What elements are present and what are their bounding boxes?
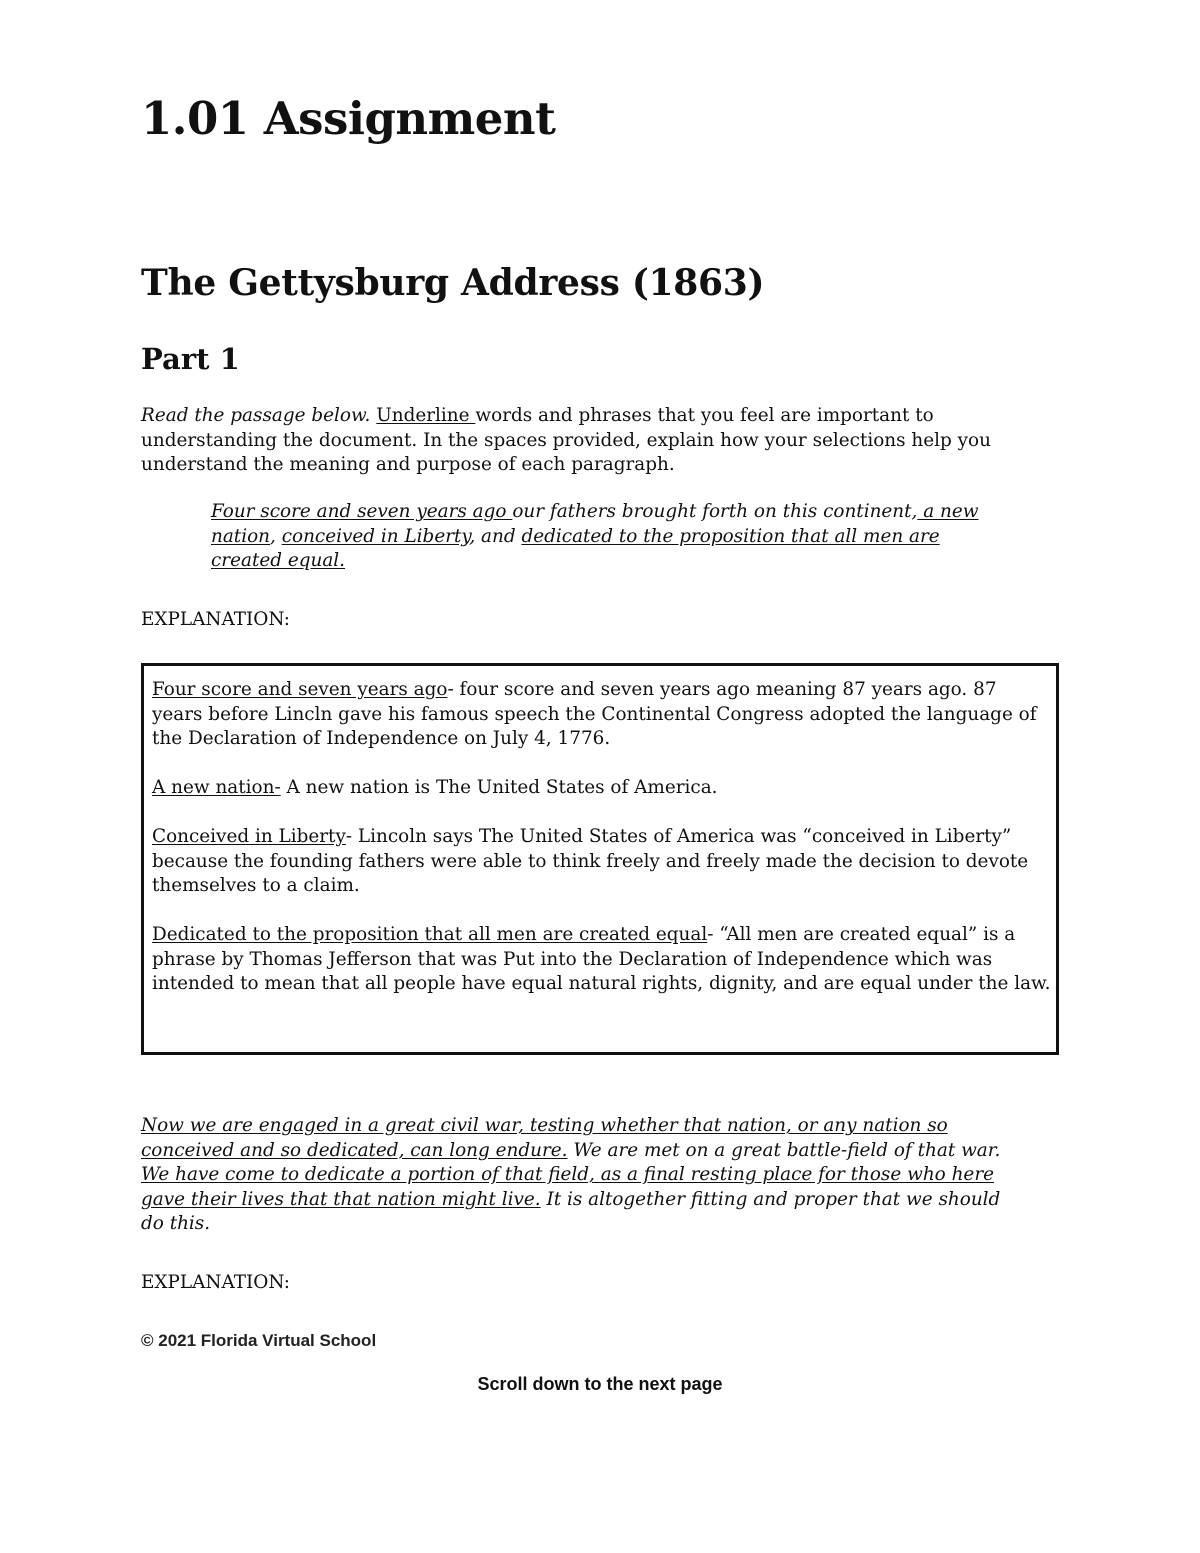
answer-term: Dedicated to the proposition that all men are created equal bbox=[152, 924, 708, 945]
answer-entry bbox=[152, 923, 1052, 997]
answer-term: Four score and seven years ago bbox=[152, 679, 448, 700]
copyright-notice: © 2021 Florida Virtual School bbox=[141, 1331, 377, 1350]
passage-paragraph-2 bbox=[141, 1114, 1001, 1237]
passage-paragraph-1 bbox=[211, 500, 1011, 574]
passage-underline: Now we are engaged in a great civil war, testing whether that nation, or any nation so conceived and so dedicated, can long endure. bbox=[141, 1115, 948, 1161]
answer-entry bbox=[152, 776, 1052, 801]
answer-content bbox=[152, 678, 1052, 1021]
explanation-answer-box-1[interactable] bbox=[141, 663, 1059, 1055]
instructions-rest: words and phrases that you feel are important to understanding the document. In the spaces provided, explain how your selections help you understand the meaning and purpose of each paragraph. bbox=[141, 405, 991, 475]
passage-text: It is altogether fitting and proper that we should do this. bbox=[141, 1188, 1001, 1234]
answer-entry bbox=[152, 678, 1052, 752]
document-title: The Gettysburg Address (1863) bbox=[141, 262, 765, 304]
answer-entry bbox=[152, 825, 1052, 899]
passage-text: We are met on a great battle-field of that war. bbox=[567, 1139, 1001, 1161]
passage-underline: Four score and seven years ago bbox=[211, 501, 513, 522]
assignment-title: 1.01 Assignment bbox=[141, 92, 556, 145]
answer-text: - “All men are created equal” is a phrase by Thomas Jefferson that was Put into the Declaration of Independence which was intended to mean that all people have equal natural rights, dignity, and are equal under the law. bbox=[152, 924, 1051, 994]
answer-term: A new nation- bbox=[152, 777, 281, 798]
answer-text: A new nation is The United States of America. bbox=[280, 777, 718, 798]
passage-underline: We have come to dedicate a portion of that field, as a final resting place for those who here gave their lives that that nation might live. bbox=[141, 1164, 994, 1210]
instructions-lead: Read the passage below. bbox=[141, 405, 371, 426]
answer-text: - four score and seven years ago meaning 87 years ago. 87 years before Lincln gave his famous speech the Continental Congress adopted the language of the Declaration of Independence on July 4, 1776. bbox=[152, 679, 1037, 749]
passage-underline: conceived in Liberty bbox=[281, 525, 470, 547]
passage-text: , and bbox=[469, 525, 522, 547]
answer-term: Conceived in Liberty bbox=[152, 826, 346, 847]
passage-underline: a new nation bbox=[211, 501, 979, 547]
instructions bbox=[141, 404, 1071, 478]
passage-text: , bbox=[270, 525, 282, 547]
passage-underline: dedicated to the proposition that all men are created equal. bbox=[211, 525, 940, 571]
passage-text: our fathers brought forth on this continent, bbox=[512, 501, 918, 522]
explanation-label-1: EXPLANATION: bbox=[141, 609, 290, 630]
explanation-label-2: EXPLANATION: bbox=[141, 1272, 290, 1293]
scroll-note: Scroll down to the next page bbox=[477, 1374, 723, 1394]
answer-text: - Lincoln says The United States of America was “conceived in Liberty” because the founding fathers were able to think freely and freely made the decision to devote themselves to a claim. bbox=[152, 826, 1029, 896]
part-heading: Part 1 bbox=[141, 342, 240, 376]
instructions-underline-word: Underline bbox=[376, 405, 476, 426]
